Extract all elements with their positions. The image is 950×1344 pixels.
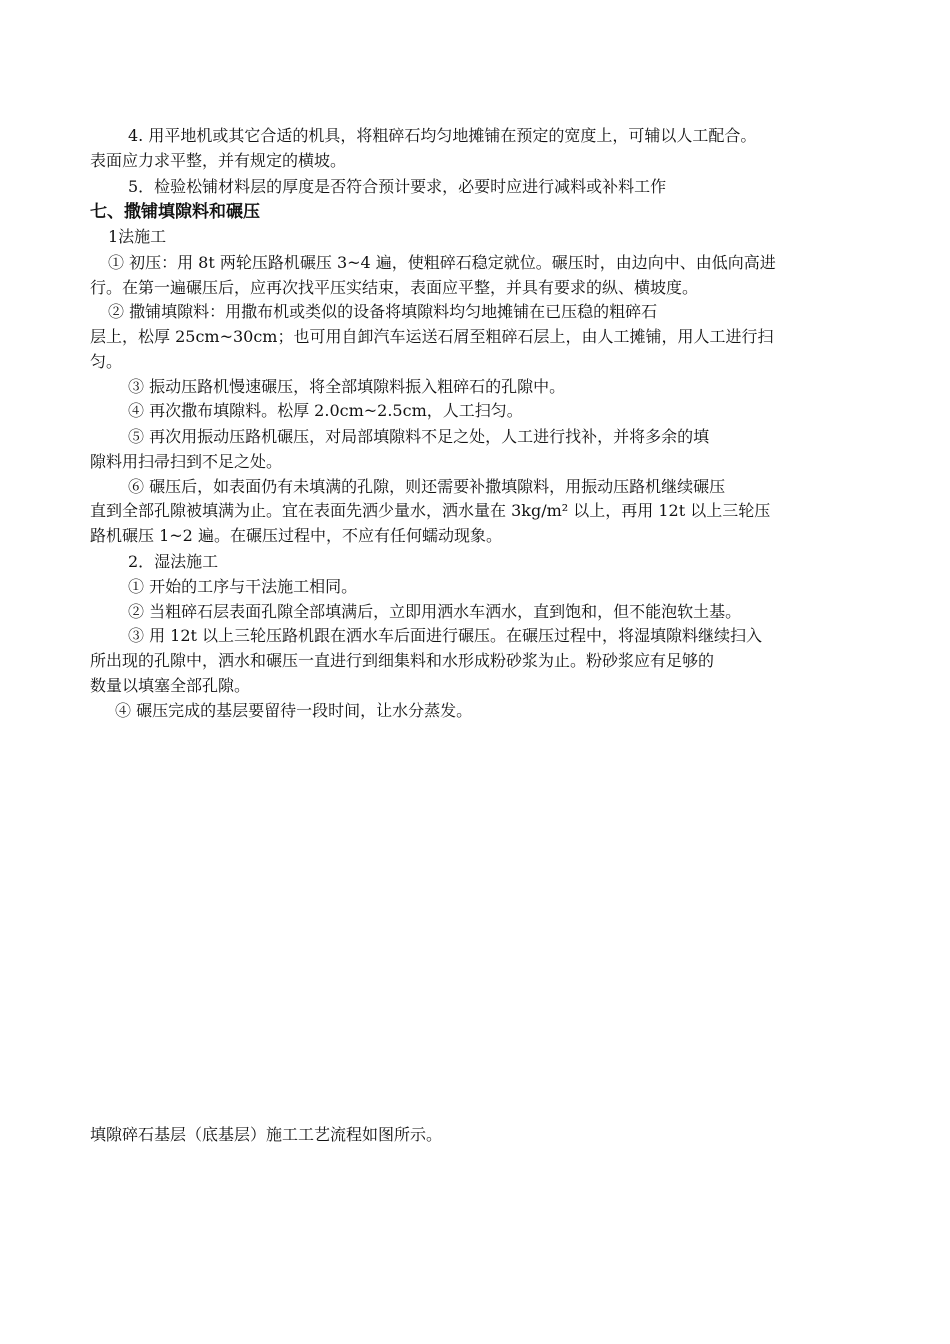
dry-step-3: ③ 振动压路机慢速碾压，将全部填隙料振入粗碎石的孔隙中。 [128, 377, 566, 396]
wet-step-1: ① 开始的工序与干法施工相同。 [128, 577, 358, 596]
dry-step-5-line-1: ⑤ 再次用振动压路机碾压，对局部填隙料不足之处，人工进行找补，并将多余的填 [128, 427, 710, 446]
dry-step-6-line-1: ⑥ 碾压后，如表面仍有未填满的孔隙，则还需要补撒填隙料，用振动压路机继续碾压 [128, 477, 726, 496]
wet-step-4: ④ 碾压完成的基层要留待一段时间，让水分蒸发。 [115, 701, 473, 720]
wet-step-3-line-3: 数量以填塞全部孔隙。 [90, 676, 251, 695]
dry-step-5-line-2: 隙料用扫帚扫到不足之处。 [90, 452, 283, 471]
dry-step-4: ④ 再次撒布填隙料。松厚 2.0cm~2.5cm，人工扫匀。 [128, 401, 523, 420]
paragraph-step-4-line-2: 表面应力求平整，并有规定的横坡。 [90, 151, 347, 170]
dry-step-1-line-1: ① 初压：用 8t 两轮压路机碾压 3~4 遍，使粗碎石稳定就位。碾压时，由边向中、由低向高进 [108, 253, 776, 272]
dry-step-2-line-2: 层上，松厚 25cm~30cm；也可用自卸汽车运送石屑至粗碎石层上，由人工摊铺，用人工进行扫 [90, 327, 774, 346]
wet-step-2: ② 当粗碎石层表面孔隙全部填满后，立即用洒水车洒水，直到饱和，但不能泡软土基。 [128, 602, 742, 621]
subsection-dry-method: 1法施工 [108, 227, 167, 246]
paragraph-step-5: 5．检验松铺材料层的厚度是否符合预计要求，必要时应进行减料或补料工作 [128, 177, 667, 196]
flowchart-caption: 填隙碎石基层（底基层）施工工艺流程如图所示。 [90, 1125, 443, 1144]
dry-step-2-line-3: 匀。 [90, 352, 123, 371]
wet-step-3-line-2: 所出现的孔隙中，洒水和碾压一直进行到细集料和水形成粉砂浆为止。粉砂浆应有足够的 [90, 651, 715, 670]
dry-step-6-line-2: 直到全部孔隙被填满为止。宜在表面先洒少量水，洒水量在 3kg/m² 以上，再用 12t 以上三轮压 [90, 501, 771, 520]
section-heading: 七、撒铺填隙料和碾压 [90, 202, 260, 222]
dry-step-1-line-2: 行。在第一遍碾压后，应再次找平压实结束，表面应平整，并具有要求的纵、横坡度。 [90, 278, 699, 297]
dry-step-6-line-3: 路机碾压 1~2 遍。在碾压过程中，不应有任何蠕动现象。 [90, 526, 502, 545]
wet-step-3-line-1: ③ 用 12t 以上三轮压路机跟在洒水车后面进行碾压。在碾压过程中，将湿填隙料继续扫入 [128, 626, 763, 645]
paragraph-step-4-line-1: 4. 用平地机或其它合适的机具，将粗碎石均匀地摊铺在预定的宽度上，可辅以人工配合。 [128, 126, 757, 145]
dry-step-2-line-1: ② 撒铺填隙料：用撒布机或类似的设备将填隙料均匀地摊铺在已压稳的粗碎石 [108, 302, 658, 321]
subsection-wet-method: 2．湿法施工 [128, 552, 219, 571]
